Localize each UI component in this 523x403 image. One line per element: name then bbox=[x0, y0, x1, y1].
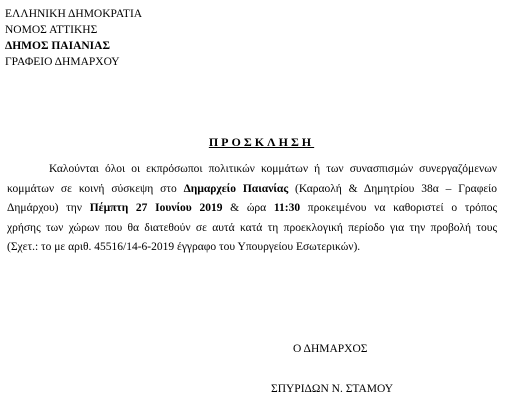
letterhead-prefecture: ΝΟΜΟΣ ΑΤΤΙΚΗΣ bbox=[5, 24, 98, 36]
letterhead-republic: ΕΛΛΗΝΙΚΗ ΔΗΜΟΚΡΑΤΙΑ bbox=[5, 8, 143, 20]
body-line-4-text: χρήσης των χώρων που θα διατεθούν σε αυτά κατά τη προεκλογική περίοδο για την προβολή τους bbox=[7, 221, 497, 234]
meeting-location: Δημαρχείο Παιανίας bbox=[183, 182, 289, 195]
body-line-1-text: Καλούνται όλοι οι εκπρόσωποι πολιτικών κομμάτων ή των συνασπισμών συνεργαζόμενων bbox=[49, 163, 497, 175]
body-line-2 bbox=[7, 180, 497, 200]
invitation-body bbox=[7, 160, 497, 258]
body-line-1 bbox=[7, 160, 497, 180]
letterhead-municipality: ΔΗΜΟΣ ΠΑΙΑΝΙΑΣ bbox=[5, 40, 110, 52]
body-line-2-text-a: κομμάτων σε κοινή σύσκεψη στο bbox=[7, 182, 184, 195]
body-line-3-text-a: Δημάρχου) την bbox=[7, 202, 90, 215]
body-line-3-text-c: & ώρα bbox=[222, 202, 274, 215]
signatory-title: Ο ΔΗΜΑΡΧΟΣ bbox=[293, 343, 368, 355]
letterhead bbox=[5, 6, 142, 70]
document-title-text: ΠΡΟΣΚΛΗΣΗ bbox=[208, 135, 315, 149]
meeting-date: Πέμπτη 27 Ιουνίου 2019 bbox=[89, 202, 223, 215]
body-line-5-text: (Σχετ.: το με αριθ. 45516/14-6-2019 έγγραφο του Υπουργείου Εσωτερικών). bbox=[7, 241, 361, 254]
body-line-3-text-e: προκειμένου να καθοριστεί ο τρόπος bbox=[300, 202, 497, 215]
meeting-time: 11:30 bbox=[273, 202, 301, 215]
body-line-2-text-c: (Καραολή & Δημητρίου 38α – Γραφείο bbox=[288, 182, 497, 195]
body-line-3 bbox=[7, 199, 497, 219]
document-title bbox=[0, 135, 523, 150]
body-line-5 bbox=[7, 238, 497, 258]
body-line-4 bbox=[7, 219, 497, 239]
signatory-name: ΣΠΥΡΙΔΩΝ Ν. ΣΤΑΜΟΥ bbox=[271, 383, 394, 395]
letterhead-office: ΓΡΑΦΕΙΟ ΔΗΜΑΡΧΟΥ bbox=[5, 56, 120, 68]
